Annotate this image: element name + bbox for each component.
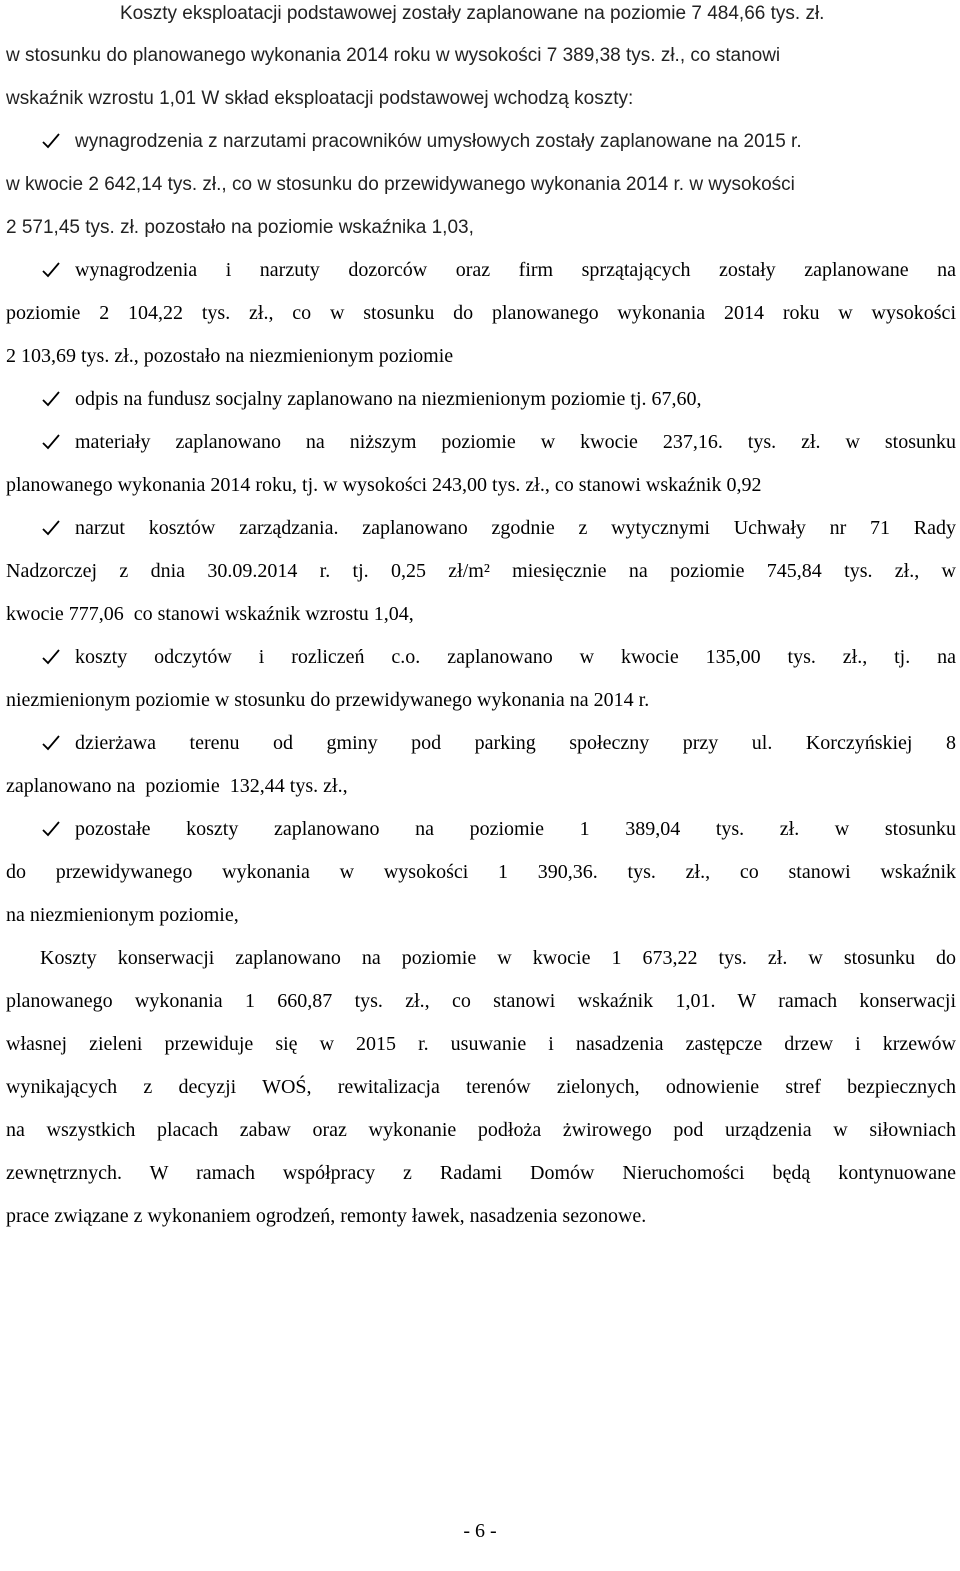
- paragraph-line: poziomie 2 104,22 tys. zł., co w stosunku do planowanego wykonania 2014 roku w wysokości: [6, 302, 956, 324]
- checkmark-icon: [42, 808, 62, 851]
- page-number: - 6 -: [463, 1520, 497, 1542]
- checkmark-icon: [42, 249, 62, 292]
- paragraph-line: wynikających z decyzji WOŚ, rewitalizacja terenów zielonych, odnowienie stref bezpiecznych: [6, 1076, 956, 1098]
- bullet-line: wynagrodzenia z narzutami pracowników umysłowych zostały zaplanowane na 2015 r.: [75, 131, 802, 152]
- paragraph-line: Koszty eksploatacji podstawowej zostały zaplanowane na poziomie 7 484,66 tys. zł.: [120, 3, 825, 24]
- checkmark-icon: [42, 722, 62, 765]
- paragraph-line: Koszty konserwacji zaplanowano na poziomie w kwocie 1 673,22 tys. zł. w stosunku do: [40, 947, 956, 969]
- checkmark-icon: [42, 378, 62, 421]
- checkmark-icon: [42, 421, 62, 464]
- checkmark-icon: [42, 120, 62, 163]
- paragraph-line: niezmienionym poziomie w stosunku do przewidywanego wykonania na 2014 r.: [6, 689, 650, 711]
- paragraph-line: 2 103,69 tys. zł., pozostało na niezmienionym poziomie: [6, 345, 454, 367]
- paragraph-line: planowanego wykonania 2014 roku, tj. w wysokości 243,00 tys. zł., co stanowi wskaźnik 0,92: [6, 474, 762, 496]
- paragraph-line: Nadzorczej z dnia 30.09.2014 r. tj. 0,25 zł/m² miesięcznie na poziomie 745,84 tys. zł., w: [6, 560, 956, 582]
- paragraph-line: wskaźnik wzrostu 1,01 W skład eksploatacji podstawowej wchodzą koszty:: [6, 88, 634, 109]
- paragraph-line: planowanego wykonania 1 660,87 tys. zł., co stanowi wskaźnik 1,01. W ramach konserwacji: [6, 990, 956, 1012]
- paragraph-line: zewnętrznych. W ramach współpracy z Radami Domów Nieruchomości będą kontynuowane: [6, 1162, 956, 1184]
- paragraph-line: zaplanowano na poziomie 132,44 tys. zł.,: [6, 775, 348, 797]
- bullet-line: wynagrodzenia i narzuty dozorców oraz firm sprzątających zostały zaplanowane na: [75, 259, 956, 281]
- paragraph-line: 2 571,45 tys. zł. pozostało na poziomie wskaźnika 1,03,: [6, 217, 474, 238]
- checkmark-icon: [42, 636, 62, 679]
- bullet-line: materiały zaplanowano na niższym poziomie w kwocie 237,16. tys. zł. w stosunku: [75, 431, 956, 453]
- bullet-line: dzierżawa terenu od gminy pod parking społeczny przy ul. Korczyńskiej 8: [75, 732, 956, 754]
- paragraph-line: kwocie 777,06 co stanowi wskaźnik wzrostu 1,04,: [6, 603, 414, 625]
- paragraph-line: na wszystkich placach zabaw oraz wykonanie podłoża żwirowego pod urządzenia w siłowniach: [6, 1119, 956, 1141]
- paragraph-line: do przewidywanego wykonania w wysokości 1 390,36. tys. zł., co stanowi wskaźnik: [6, 861, 956, 883]
- paragraph-line: w kwocie 2 642,14 tys. zł., co w stosunku do przewidywanego wykonania 2014 r. w wysokości: [6, 174, 795, 195]
- bullet-line: narzut kosztów zarządzania. zaplanowano zgodnie z wytycznymi Uchwały nr 71 Rady: [75, 517, 956, 539]
- paragraph-line: prace związane z wykonaniem ogrodzeń, remonty ławek, nasadzenia sezonowe.: [6, 1205, 647, 1227]
- bullet-line: pozostałe koszty zaplanowano na poziomie 1 389,04 tys. zł. w stosunku: [75, 818, 956, 840]
- bullet-line: koszty odczytów i rozliczeń c.o. zaplanowano w kwocie 135,00 tys. zł., tj. na: [75, 646, 956, 668]
- checkmark-icon: [42, 507, 62, 550]
- paragraph-line: własnej zieleni przewiduje się w 2015 r. usuwanie i nasadzenia zastępcze drzew i krzewów: [6, 1033, 956, 1055]
- paragraph-line: w stosunku do planowanego wykonania 2014 roku w wysokości 7 389,38 tys. zł., co stanowi: [6, 45, 781, 66]
- bullet-line: odpis na fundusz socjalny zaplanowano na niezmienionym poziomie tj. 67,60,: [75, 388, 702, 410]
- paragraph-line: na niezmienionym poziomie,: [6, 904, 239, 926]
